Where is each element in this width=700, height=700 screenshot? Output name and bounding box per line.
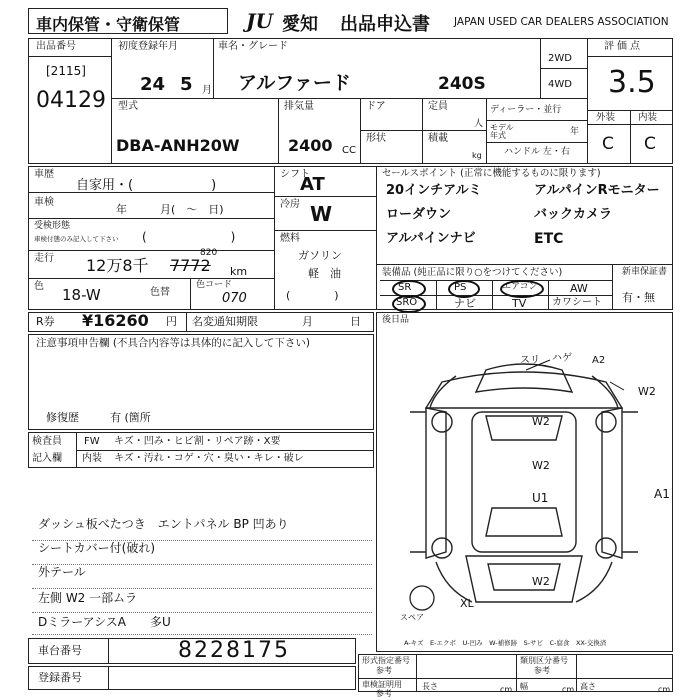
diagram-mark-u1: U1 bbox=[532, 491, 549, 505]
warranty-value: 有・無 bbox=[622, 291, 655, 304]
displacement-unit: CC bbox=[342, 145, 356, 156]
capacity-unit: 人 bbox=[474, 119, 484, 129]
color-value: 18-W bbox=[62, 286, 101, 304]
inspector-label-2: 記入欄 bbox=[32, 453, 62, 464]
diagram-mark-w2-rear: W2 bbox=[532, 575, 550, 588]
form-title: 出品申込書 bbox=[340, 14, 430, 35]
sales-point-6: ETC bbox=[534, 231, 564, 247]
sales-points-label: セールスポイント (正常に機能するものに限ります) bbox=[382, 168, 601, 179]
diagram-mark-w2-right: W2 bbox=[638, 385, 656, 398]
model-year-unit: 年 bbox=[570, 127, 580, 137]
loan-sub: 車検付態のみ記入して下さい bbox=[34, 235, 119, 243]
mileage-label: 走行 bbox=[34, 253, 54, 264]
assoc-name: JAPAN USED CAR DEALERS ASSOCIATION bbox=[454, 16, 669, 28]
width-unit: cm bbox=[562, 685, 575, 694]
change-due-day: 日 bbox=[350, 315, 361, 328]
load-unit: kg bbox=[472, 151, 482, 160]
shift-label: シフト bbox=[280, 169, 310, 180]
grade-label: 評価点 bbox=[604, 41, 643, 52]
inspector-label-1: 検査員 bbox=[32, 436, 62, 447]
displacement-label: 排気量 bbox=[284, 101, 314, 112]
type-no-label: 形式指定番号 bbox=[362, 656, 410, 665]
lot-label: 出品番号 bbox=[36, 41, 76, 52]
fuel-label: 燃料 bbox=[280, 233, 300, 244]
equip-2: PS bbox=[454, 282, 467, 293]
equip-7: TV bbox=[512, 297, 527, 310]
int-items: キズ・汚れ・コゲ・穴・臭い・キレ・破レ bbox=[114, 453, 304, 464]
first-reg-label: 初度登録年月 bbox=[118, 41, 178, 52]
ju-logo: JU bbox=[246, 9, 273, 33]
diagram-mark-a2: A2 bbox=[592, 355, 606, 366]
post-label: 後日品 bbox=[382, 315, 410, 325]
type-value: DBA-ANH20W bbox=[116, 136, 240, 155]
fuel-paren: ( ) bbox=[286, 289, 339, 302]
repair-value: 有 (箇所 bbox=[110, 411, 151, 424]
sales-point-4: バックカメラ bbox=[534, 207, 613, 222]
interior-label: 内装 bbox=[638, 112, 658, 123]
comment-1: ダッシュ板べたつき エントパネル BP 凹あり bbox=[38, 517, 289, 531]
mileage-struck: 7772 bbox=[170, 256, 211, 275]
lot-number: 04129 bbox=[36, 88, 106, 113]
loan-label: 受検形態 bbox=[34, 221, 71, 231]
equipment-label: 装備品 (純正品に限り○をつけてください) bbox=[382, 267, 563, 278]
diagram-mark-peel: ハゲ bbox=[552, 353, 572, 364]
int-label: 内装 bbox=[82, 453, 102, 464]
mileage-value: 12万8千 bbox=[86, 256, 149, 275]
color-code-label: 色コード bbox=[196, 280, 233, 290]
ac-value: W bbox=[310, 202, 333, 226]
chassis-value: 8228175 bbox=[178, 638, 290, 663]
grade-name: 240S bbox=[438, 74, 486, 94]
drive-2wd: 2WD bbox=[548, 53, 572, 64]
interior-grade: C bbox=[644, 134, 656, 154]
grade-score: 3.5 bbox=[608, 65, 656, 100]
fuel-diesel: 軽 油 bbox=[308, 267, 341, 280]
mileage-unit: km bbox=[230, 265, 248, 278]
type-no-ref: 参考 bbox=[376, 666, 392, 675]
exterior-label: 外装 bbox=[596, 112, 616, 123]
equip-circle-ps bbox=[448, 280, 480, 298]
door-shape-label: 形状 bbox=[366, 133, 386, 144]
chassis-label: 車台番号 bbox=[38, 644, 82, 657]
equip-8: カワシート bbox=[552, 297, 602, 308]
diagram-mark-w2-top: W2 bbox=[532, 415, 550, 428]
sales-point-3: ローダウン bbox=[386, 207, 452, 222]
exterior-grade: C bbox=[602, 134, 614, 154]
drive-4wd: 4WD bbox=[548, 79, 572, 90]
equip-1: SR bbox=[398, 282, 412, 293]
spare-label: スペア bbox=[400, 613, 424, 622]
mileage-above: 820 bbox=[200, 248, 218, 258]
capacity-label: 定員 bbox=[428, 101, 448, 112]
class-no-label: 類別区分番号 bbox=[520, 656, 568, 665]
warranty-label: 新車保証書 bbox=[622, 267, 668, 277]
inspection-label: 車検 bbox=[34, 197, 54, 208]
history-value: 自家用・( ) bbox=[76, 178, 217, 193]
recycle-value: ¥16260 bbox=[82, 311, 149, 330]
height-label: 高さ bbox=[580, 682, 596, 691]
reg-number-label: 登録番号 bbox=[38, 671, 82, 684]
displacement-value: 2400 bbox=[288, 136, 333, 155]
change-due-label: 名変通知期限 bbox=[192, 315, 258, 328]
comment-5: DミラーアシスA 多U bbox=[38, 615, 171, 629]
handle-label: ハンドル 左・右 bbox=[504, 147, 570, 157]
equip-6: ナビ bbox=[454, 297, 476, 310]
diagram-mark-xl: XL bbox=[460, 597, 474, 610]
notes-label: 注意事項申告欄 (不具合内容等は具体的に記入して下さい) bbox=[36, 337, 311, 349]
sales-point-1: 20インチアルミ bbox=[386, 183, 482, 198]
fuel-gas: ガソリン bbox=[298, 249, 342, 262]
ac-label: 冷房 bbox=[280, 199, 300, 210]
color-label: 色 bbox=[34, 281, 44, 292]
first-reg-year: 24 bbox=[140, 74, 166, 95]
sales-point-5: アルパインナビ bbox=[386, 231, 476, 246]
cert-ref: 参考 bbox=[376, 689, 392, 698]
equip-circle-ac bbox=[500, 280, 544, 298]
storage-label: 車内保管・守衛保管 bbox=[36, 15, 181, 34]
org-name: 愛知 bbox=[282, 14, 318, 35]
length-label: 長さ bbox=[422, 682, 438, 691]
model-name: アルファード bbox=[238, 72, 351, 94]
cert-label: 車検証明用 bbox=[362, 680, 402, 689]
first-reg-month: 5 bbox=[180, 74, 193, 95]
shift-value: AT bbox=[300, 174, 325, 195]
dealer-label: ディーラー・並行 bbox=[490, 105, 562, 115]
recycle-unit: 円 bbox=[166, 315, 177, 328]
fw-items: キズ・凹み・ヒビ割・リペア跡・X要 bbox=[114, 436, 281, 447]
change-due-month: 月 bbox=[302, 315, 313, 328]
class-no-ref: 参考 bbox=[534, 666, 550, 675]
door-label: ドア bbox=[366, 101, 386, 112]
sales-point-2: アルパインRモニター bbox=[534, 183, 660, 198]
load-label: 積載 bbox=[428, 133, 448, 144]
first-reg-month-suffix: 月 bbox=[202, 85, 212, 96]
comment-4: 左側 W2 一部ムラ bbox=[38, 591, 138, 605]
loan-value: ( ) bbox=[142, 230, 236, 244]
diagram-mark-scrape: スリ bbox=[520, 355, 540, 366]
model-year-label: モデル年式 bbox=[490, 123, 514, 140]
inspection-value: 年 月( 〜 日) bbox=[116, 203, 224, 216]
height-unit: cm bbox=[658, 685, 671, 694]
fw-label: FW bbox=[84, 436, 100, 447]
length-unit: cm bbox=[500, 685, 513, 694]
history-label: 車歴 bbox=[34, 169, 54, 180]
recycle-label: R券 bbox=[36, 315, 55, 328]
name-label: 車名・グレード bbox=[218, 41, 288, 52]
equip-4: AW bbox=[570, 282, 588, 295]
comment-3: 外テール bbox=[38, 565, 86, 579]
diagram-mark-w2-mid: W2 bbox=[532, 459, 550, 472]
damage-legend: A-キズ E-エクボ U-凹み W-補修跡 S-サビ C-腐食 XX-交換済 bbox=[404, 639, 607, 647]
width-label: 幅 bbox=[520, 682, 528, 691]
color-change-label: 色替 bbox=[150, 287, 170, 298]
type-label: 型式 bbox=[118, 101, 138, 112]
repair-label: 修復歴 bbox=[46, 411, 79, 424]
equip-5: SRO bbox=[396, 297, 418, 308]
equip-3: エアコン bbox=[502, 282, 538, 292]
color-code: 070 bbox=[222, 291, 247, 306]
comment-2: シートカバー付(破れ) bbox=[38, 541, 156, 555]
lot-sub: [2115] bbox=[46, 64, 86, 78]
diagram-mark-a1: A1 bbox=[654, 487, 670, 501]
equip-circle-sro bbox=[392, 295, 426, 313]
